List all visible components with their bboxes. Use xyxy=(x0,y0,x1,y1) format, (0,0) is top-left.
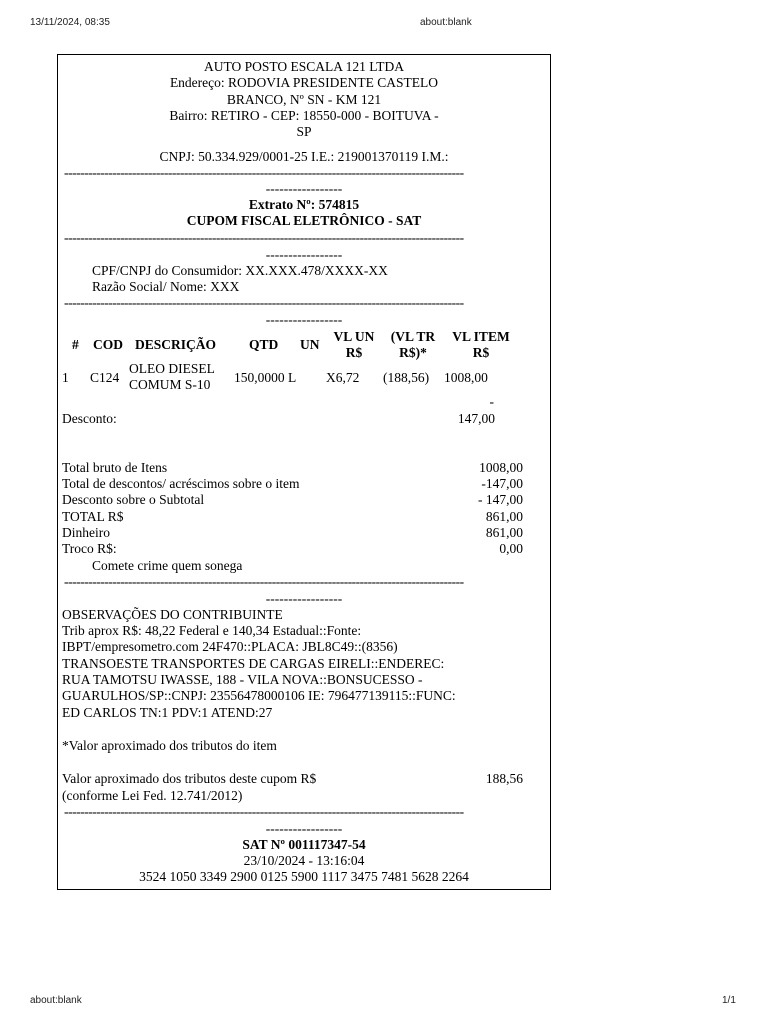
consumer-id: CPF/CNPJ do Consumidor: XX.XXX.478/XXXX-XX xyxy=(92,263,388,278)
obs-line: GUARULHOS/SP::CNPJ: 23556478000106 IE: 796477139115::FUNC: xyxy=(62,688,456,703)
total-value: -147,00 xyxy=(481,476,523,491)
divider-line: ---------------------------------------------------------------------------------------------------- xyxy=(64,166,464,180)
cupom-title: CUPOM FISCAL ELETRÔNICO - SAT xyxy=(186,213,422,228)
item-qtd: 150,0000 L xyxy=(234,370,297,385)
divider-short: ----------------- xyxy=(265,181,343,196)
item-desc-line-2: COMUM S-10 xyxy=(129,377,211,392)
divider-line: ---------------------------------------------------------------------------------------------------- xyxy=(64,296,464,310)
divider-short: ----------------- xyxy=(265,821,343,836)
total-value: 861,00 xyxy=(485,509,523,524)
tax-note: *Valor aproximado dos tributos do item xyxy=(62,738,277,753)
cnpj-line: CNPJ: 50.334.929/0001-25 I.E.: 219001370119 I.M.: xyxy=(159,149,449,164)
tax-total-label: Valor aproximado dos tributos deste cupom R$ xyxy=(62,771,317,786)
obs-line: IBPT/empresometro.com 24F470::PLACA: JBL8C49::(8356) xyxy=(62,639,398,654)
divider-short: ----------------- xyxy=(265,312,343,327)
col-header-un: UN xyxy=(300,337,320,352)
total-label: Desconto sobre o Subtotal xyxy=(62,492,205,507)
col-header-qtd: QTD xyxy=(249,337,279,352)
print-title: about:blank xyxy=(420,17,472,28)
item-vl-un: X6,72 xyxy=(326,370,360,385)
col-header-vl-un-unit: R$ xyxy=(345,345,363,360)
col-header-vl-item: VL ITEM xyxy=(452,329,510,344)
total-value: 1008,00 xyxy=(479,460,523,475)
consumer-name: Razão Social/ Nome: XXX xyxy=(92,279,240,294)
divider-line: ---------------------------------------------------------------------------------------------------- xyxy=(64,575,464,589)
col-header-cod: COD xyxy=(93,337,123,352)
discount-value: 147,00 xyxy=(457,411,495,426)
item-cod: C124 xyxy=(90,370,120,385)
col-header-vl-tr: (VL TR xyxy=(390,329,436,344)
obs-line: TRANSOESTE TRANSPORTES DE CARGAS EIRELI::ENDEREC: xyxy=(62,656,445,671)
address-line-1: Endereço: RODOVIA PRESIDENTE CASTELO xyxy=(169,75,439,90)
tax-total-value: 188,56 xyxy=(485,771,523,786)
divider-line: ---------------------------------------------------------------------------------------------------- xyxy=(64,231,464,245)
col-header-vl-tr-unit: R$)* xyxy=(399,345,427,360)
col-header-vl-un: VL UN xyxy=(333,329,375,344)
col-header-desc: DESCRIÇÃO xyxy=(135,337,217,352)
divider-line: ---------------------------------------------------------------------------------------------------- xyxy=(64,805,464,819)
company-name: AUTO POSTO ESCALA 121 LTDA xyxy=(203,59,405,74)
law-reference: (conforme Lei Fed. 12.741/2012) xyxy=(62,788,243,803)
receipt xyxy=(57,54,551,890)
sat-number: SAT Nº 001117347-54 xyxy=(242,837,366,852)
item-vl-tr: (188,56) xyxy=(383,370,430,385)
address-line-4: SP xyxy=(296,124,312,139)
total-value: 0,00 xyxy=(499,541,523,556)
obs-line: Trib aprox R$: 48,22 Federal e 140,34 Estadual::Fonte: xyxy=(62,623,362,638)
item-desc-line-1: OLEO DIESEL xyxy=(129,361,215,376)
total-value: 861,00 xyxy=(485,525,523,540)
item-vl-item: 1008,00 xyxy=(444,370,488,385)
total-label: Troco R$: xyxy=(62,541,117,556)
divider-short: ----------------- xyxy=(265,591,343,606)
total-label: Dinheiro xyxy=(62,525,110,540)
total-label: TOTAL R$ xyxy=(62,509,124,524)
print-url: about:blank xyxy=(30,995,82,1006)
col-header-num: # xyxy=(72,337,79,352)
slogan: Comete crime quem sonega xyxy=(92,558,243,573)
col-header-vl-item-unit: R$ xyxy=(472,345,490,360)
total-label: Total bruto de Itens xyxy=(62,460,168,475)
item-num: 1 xyxy=(62,370,69,385)
obs-title: OBSERVAÇÕES DO CONTRIBUINTE xyxy=(62,607,283,622)
print-datetime: 13/11/2024, 08:35 xyxy=(30,17,110,28)
discount-sign: - xyxy=(489,394,494,409)
sat-datetime: 23/10/2024 - 13:16:04 xyxy=(243,853,365,868)
address-line-2: BRANCO, Nº SN - KM 121 xyxy=(226,92,382,107)
address-line-3: Bairro: RETIRO - CEP: 18550-000 - BOITUVA - xyxy=(169,108,439,123)
total-value: - 147,00 xyxy=(478,492,523,507)
obs-line: RUA TAMOTSU IWASSE, 188 - VILA NOVA::BONSUCESSO - xyxy=(62,672,423,687)
total-label: Total de descontos/ acréscimos sobre o item xyxy=(62,476,300,491)
divider-short: ----------------- xyxy=(265,247,343,262)
access-key: 3524 1050 3349 2900 0125 5900 1117 3475 7481 5628 2264 xyxy=(139,869,469,884)
extrato-number: Extrato Nº: 574815 xyxy=(248,197,360,212)
print-page-number: 1/1 xyxy=(722,995,736,1006)
obs-line: ED CARLOS TN:1 PDV:1 ATEND:27 xyxy=(62,705,273,720)
discount-label: Desconto: xyxy=(62,411,117,426)
